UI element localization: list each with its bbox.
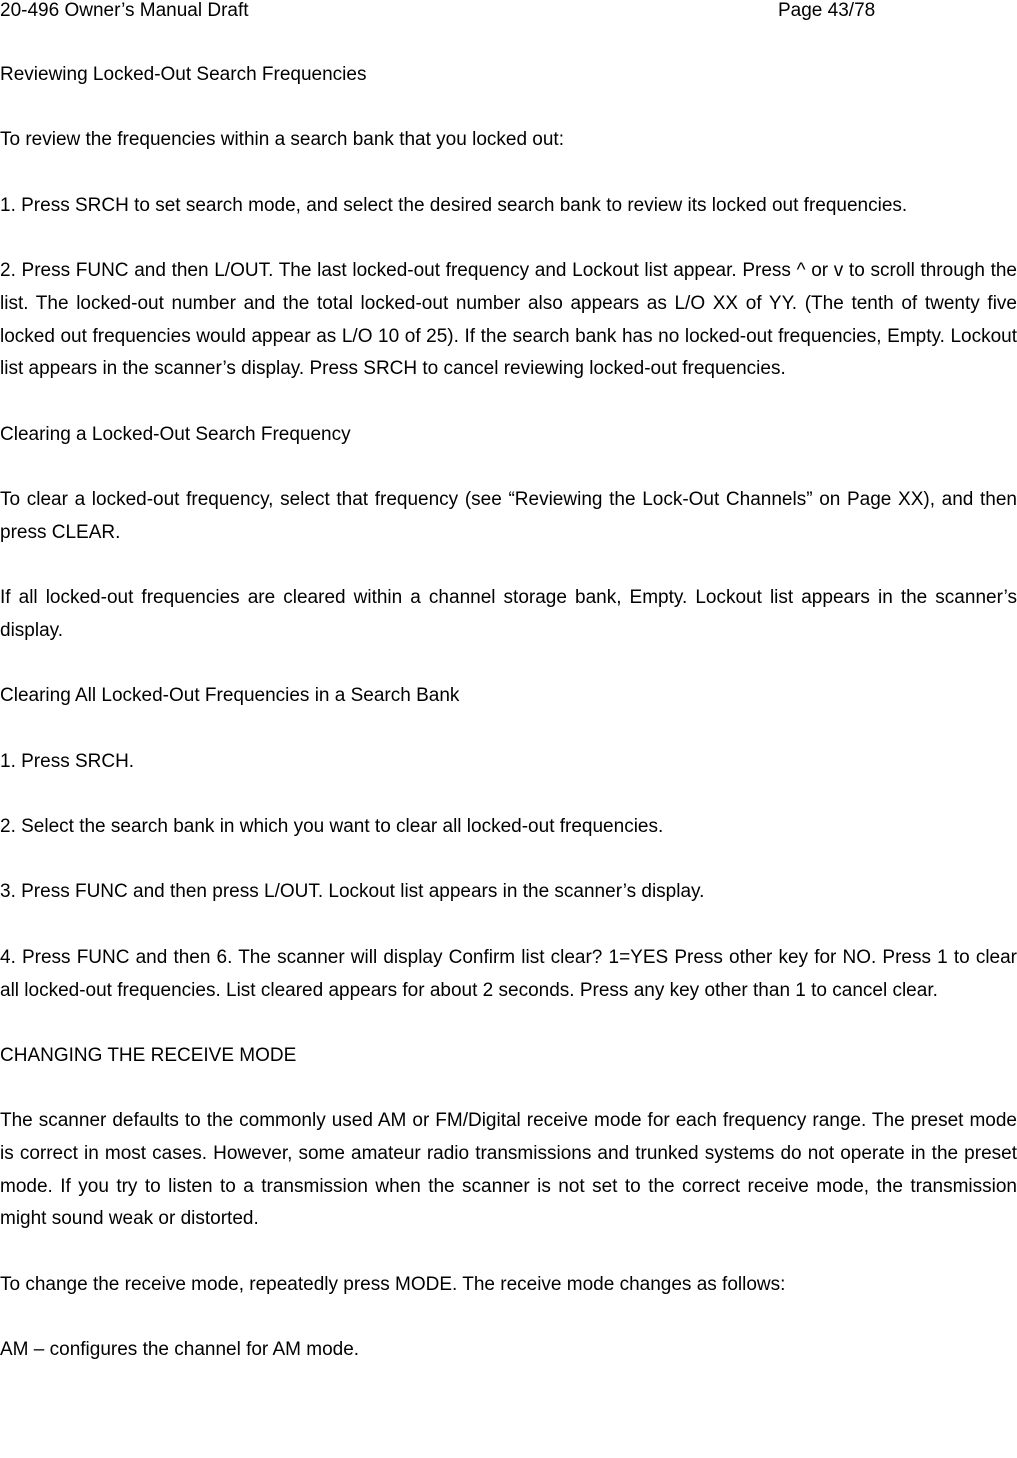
section-heading-receive-mode: CHANGING THE RECEIVE MODE: [0, 1044, 297, 1066]
clearing-all-step-3: 3. Press FUNC and then press L/OUT. Lockout list appears in the scanner’s display.: [0, 881, 705, 903]
clearing-all-step-4: 4. Press FUNC and then 6. The scanner will display Confirm list clear? 1=YES Press other key for NO. Press 1 to clear all locked-out frequencies. List cleared appears for about 2 seconds. Press any key other than 1 to cancel clear.: [0, 946, 1017, 1001]
document-title: 20-496 Owner’s Manual Draft: [0, 0, 249, 21]
section-heading-reviewing: Reviewing Locked-Out Search Frequencies: [0, 64, 367, 85]
clearing-all-step-1: 1. Press SRCH.: [0, 750, 135, 772]
receive-mode-para-3: AM – configures the channel for AM mode.: [0, 1339, 360, 1361]
reviewing-step-1: 1. Press SRCH to set search mode, and select the desired search bank to review its locked out frequencies.: [0, 194, 908, 216]
page-header: [0, 0, 1017, 24]
section-heading-clearing-one: Clearing a Locked-Out Search Frequency: [0, 423, 351, 445]
clearing-all-step-2: 2. Select the search bank in which you want to clear all locked-out frequencies.: [0, 816, 664, 838]
clearing-one-para-2: If all locked-out frequencies are cleared within a channel storage bank, Empty. Lockout list appears in the scanner’s display.: [0, 587, 1017, 641]
reviewing-intro: To review the frequencies within a search bank that you locked out:: [0, 129, 564, 151]
receive-mode-para-1: The scanner defaults to the commonly used AM or FM/Digital receive mode for each frequency range. The preset mode is correct in most cases. However, some amateur radio transmissions and trunked systems do not operate in the preset mode. If you try to listen to a transmission when the scanner is not set to the correct receive mode, the transmission might sound weak or distorted.: [0, 1110, 1017, 1230]
page-number: Page 43/78: [778, 0, 876, 21]
section-heading-clearing-all: Clearing All Locked-Out Frequencies in a Search Bank: [0, 685, 460, 707]
clearing-one-para-1: To clear a locked-out frequency, select that frequency (see “Reviewing the Lock-Out Channels” on Page XX), and then press CLEAR.: [0, 489, 1017, 543]
receive-mode-para-2: To change the receive mode, repeatedly press MODE. The receive mode changes as follows:: [0, 1273, 786, 1295]
page-body: [0, 59, 1017, 1367]
reviewing-step-2: 2. Press FUNC and then L/OUT. The last locked-out frequency and Lockout list appear. Press ^ or v to scroll through the list. The locked-out number and the total locked-out number also appears as L/O XX of YY. (The tenth of twenty five locked out frequencies would appear as L/O 10 of 25). If the search bank has no locked-out frequencies, Empty. Lockout list appears in the scanner’s display. Press SRCH to cancel reviewing locked-out frequencies.: [0, 260, 1017, 380]
